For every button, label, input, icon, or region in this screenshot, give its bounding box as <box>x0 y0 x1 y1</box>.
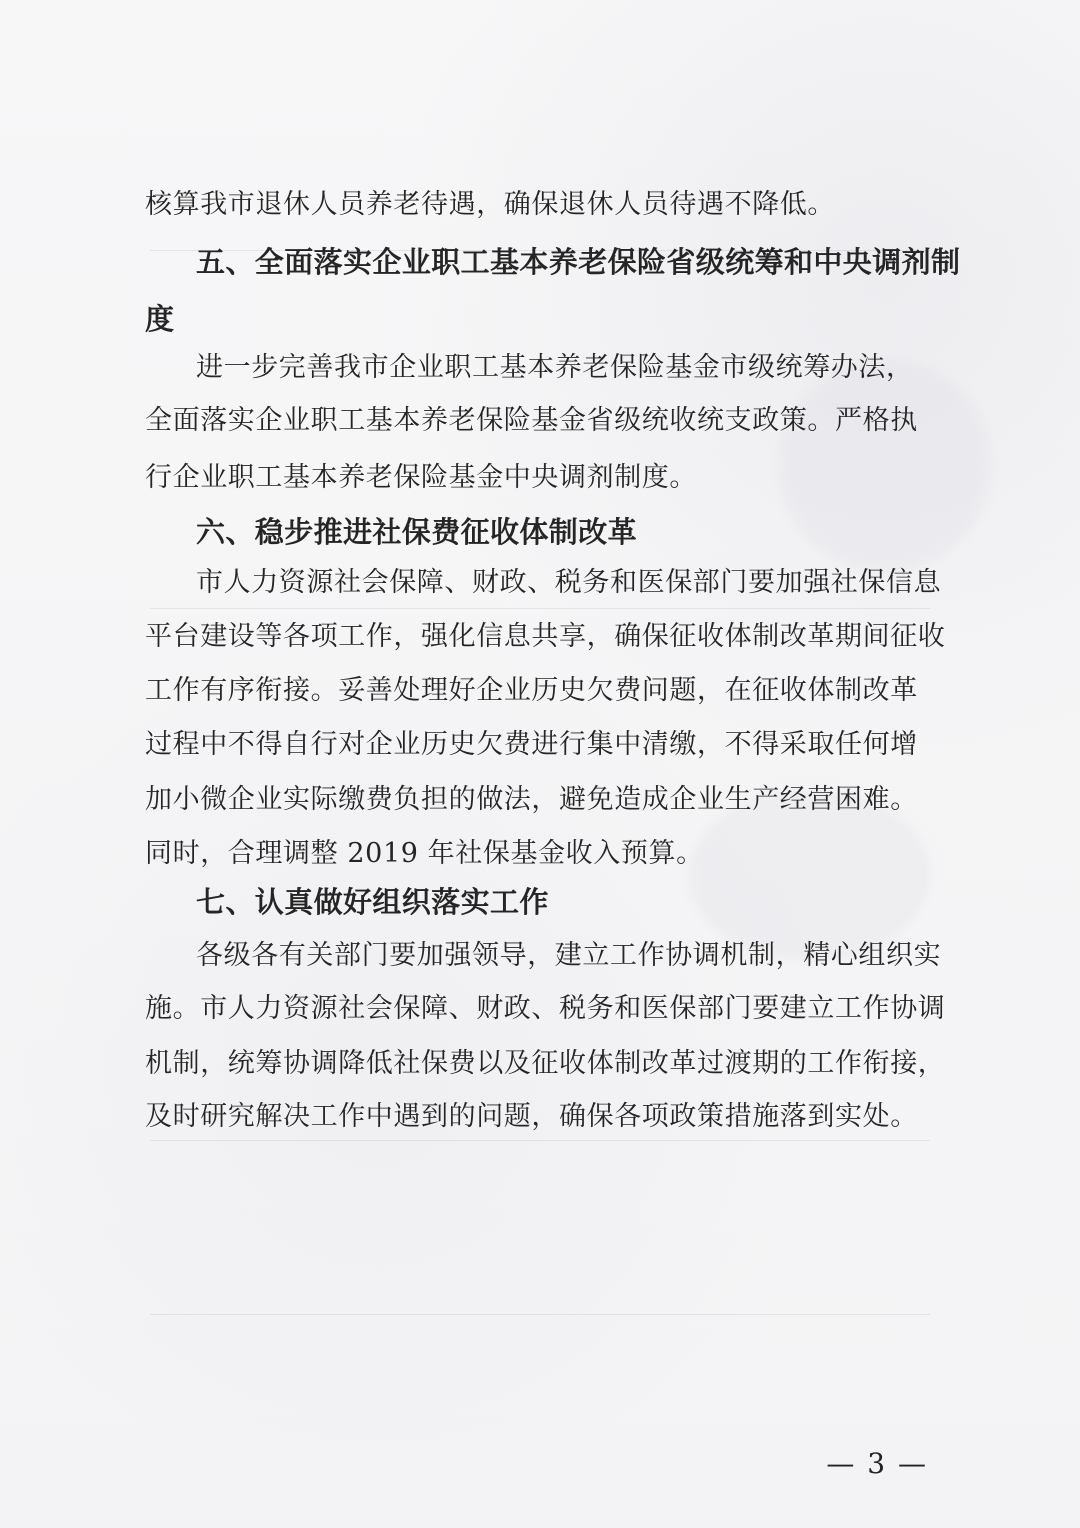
body-text-line: 同时，合理调整 2019 年社保基金收入预算。 <box>145 838 704 869</box>
section-heading-seven: 七、认真做好组织落实工作 <box>196 885 549 919</box>
body-text-line: 加小微企业实际缴费负担的做法，避免造成企业生产经营困难。 <box>145 784 918 815</box>
paper-show-through-mark <box>690 790 930 960</box>
body-text-line: 施。市人力资源社会保障、财政、税务和医保部门要建立工作协调 <box>145 993 946 1024</box>
faint-reverse-side-line <box>150 1314 930 1315</box>
section-heading-six: 六、稳步推进社保费征收体制改革 <box>196 515 638 549</box>
body-text-line: 工作有序衔接。妥善处理好企业历史欠费问题，在征收体制改革 <box>145 675 918 706</box>
body-text-line: 行企业职工基本养老保险基金中央调剂制度。 <box>145 462 697 493</box>
section-heading-five-line-1: 五、全面落实企业职工基本养老保险省级统筹和中央调剂制 <box>196 245 961 279</box>
section-heading-five-line-2: 度 <box>145 302 175 336</box>
body-text-line: 进一步完善我市企业职工基本养老保险基金市级统筹办法， <box>196 352 914 383</box>
faint-reverse-side-line <box>150 1140 930 1141</box>
faint-reverse-side-line <box>150 608 930 609</box>
body-text-line: 市人力资源社会保障、财政、税务和医保部门要加强社保信息 <box>196 567 942 598</box>
body-text-line: 核算我市退休人员养老待遇，确保退休人员待遇不降低。 <box>145 189 835 220</box>
page-number: — 3 — <box>826 1447 928 1480</box>
body-text-line: 过程中不得自行对企业历史欠费进行集中清缴，不得采取任何增 <box>145 729 918 760</box>
body-text-line: 机制，统筹协调降低社保费以及征收体制改革过渡期的工作衔接， <box>145 1048 946 1079</box>
body-text-line: 平台建设等各项工作，强化信息共享，确保征收体制改革期间征收 <box>145 621 946 652</box>
body-text-line: 全面落实企业职工基本养老保险基金省级统收统支政策。严格执 <box>145 405 918 436</box>
body-text-line: 各级各有关部门要加强领导，建立工作协调机制，精心组织实 <box>196 940 942 971</box>
body-text-line: 及时研究解决工作中遇到的问题，确保各项政策措施落到实处。 <box>145 1101 918 1132</box>
